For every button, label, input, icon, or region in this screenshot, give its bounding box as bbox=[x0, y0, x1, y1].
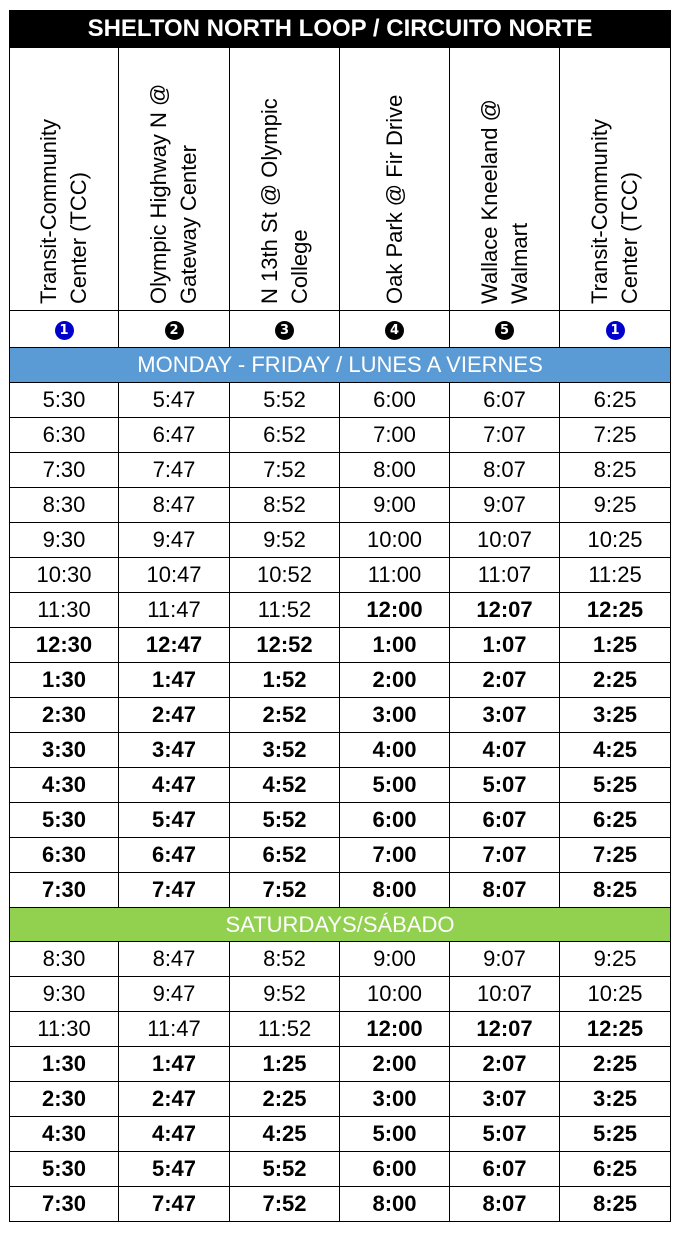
time-row bbox=[10, 1012, 671, 1047]
time-cell: 5:30 bbox=[10, 803, 119, 838]
time-cell: 6:25 bbox=[560, 1152, 671, 1187]
time-cell: 3:07 bbox=[450, 1082, 560, 1117]
time-cell: 5:25 bbox=[560, 1117, 671, 1152]
time-cell: 7:25 bbox=[560, 838, 671, 873]
time-cell: 3:25 bbox=[560, 698, 671, 733]
time-cell: 9:00 bbox=[340, 942, 450, 977]
time-cell: 7:07 bbox=[450, 838, 560, 873]
time-cell: 1:07 bbox=[450, 628, 560, 663]
time-cell: 11:00 bbox=[340, 558, 450, 593]
time-cell: 7:07 bbox=[450, 418, 560, 453]
time-cell: 12:30 bbox=[10, 628, 119, 663]
title-row bbox=[10, 11, 671, 48]
stop-number-badge: 2 bbox=[165, 321, 184, 340]
stop-number-cell-2 bbox=[119, 311, 230, 348]
time-cell: 5:52 bbox=[230, 383, 340, 418]
stop-header-4 bbox=[340, 48, 450, 311]
time-cell: 6:30 bbox=[10, 418, 119, 453]
time-cell: 9:30 bbox=[10, 977, 119, 1012]
time-cell: 7:00 bbox=[340, 418, 450, 453]
time-cell: 3:07 bbox=[450, 698, 560, 733]
section-header-row bbox=[10, 908, 671, 942]
stop-number-cell-6 bbox=[560, 311, 671, 348]
time-cell: 1:25 bbox=[230, 1047, 340, 1082]
time-cell: 10:00 bbox=[340, 523, 450, 558]
time-cell: 1:25 bbox=[560, 628, 671, 663]
time-cell: 8:47 bbox=[119, 488, 230, 523]
time-cell: 4:30 bbox=[10, 768, 119, 803]
time-cell: 11:07 bbox=[450, 558, 560, 593]
time-cell: 11:25 bbox=[560, 558, 671, 593]
time-cell: 9:30 bbox=[10, 523, 119, 558]
time-cell: 3:47 bbox=[119, 733, 230, 768]
time-cell: 4:00 bbox=[340, 733, 450, 768]
time-row bbox=[10, 1047, 671, 1082]
time-row bbox=[10, 418, 671, 453]
time-cell: 4:25 bbox=[560, 733, 671, 768]
time-row bbox=[10, 628, 671, 663]
stop-number-cell-5 bbox=[450, 311, 560, 348]
time-row bbox=[10, 733, 671, 768]
time-cell: 1:47 bbox=[119, 663, 230, 698]
stop-number-badge: 3 bbox=[275, 321, 294, 340]
time-cell: 2:25 bbox=[560, 1047, 671, 1082]
time-cell: 5:25 bbox=[560, 768, 671, 803]
time-row bbox=[10, 977, 671, 1012]
time-cell: 2:52 bbox=[230, 698, 340, 733]
time-cell: 6:07 bbox=[450, 1152, 560, 1187]
time-cell: 8:25 bbox=[560, 1187, 671, 1222]
time-cell: 4:25 bbox=[230, 1117, 340, 1152]
time-cell: 12:07 bbox=[450, 593, 560, 628]
time-cell: 2:25 bbox=[560, 663, 671, 698]
time-cell: 1:52 bbox=[230, 663, 340, 698]
time-cell: 8:47 bbox=[119, 942, 230, 977]
time-cell: 7:52 bbox=[230, 453, 340, 488]
time-cell: 6:07 bbox=[450, 383, 560, 418]
stop-number-row bbox=[10, 311, 671, 348]
time-cell: 4:30 bbox=[10, 1117, 119, 1152]
time-cell: 3:30 bbox=[10, 733, 119, 768]
time-cell: 5:30 bbox=[10, 1152, 119, 1187]
time-cell: 7:30 bbox=[10, 1187, 119, 1222]
time-cell: 5:52 bbox=[230, 803, 340, 838]
time-cell: 1:00 bbox=[340, 628, 450, 663]
time-cell: 9:25 bbox=[560, 488, 671, 523]
time-cell: 6:47 bbox=[119, 838, 230, 873]
time-cell: 5:47 bbox=[119, 803, 230, 838]
time-cell: 8:25 bbox=[560, 453, 671, 488]
stop-name: Olympic Highway N @ Gateway Center bbox=[146, 83, 201, 304]
time-cell: 10:52 bbox=[230, 558, 340, 593]
stop-name: Transit-Community Center (TCC) bbox=[36, 119, 91, 304]
time-cell: 4:52 bbox=[230, 768, 340, 803]
time-cell: 2:00 bbox=[340, 1047, 450, 1082]
time-cell: 1:30 bbox=[10, 1047, 119, 1082]
time-cell: 6:25 bbox=[560, 803, 671, 838]
time-cell: 8:30 bbox=[10, 942, 119, 977]
time-cell: 6:07 bbox=[450, 803, 560, 838]
time-cell: 6:00 bbox=[340, 1152, 450, 1187]
time-cell: 10:07 bbox=[450, 523, 560, 558]
stop-name: Wallace Kneeland @ Walmart bbox=[476, 99, 532, 304]
stop-name: N 13th St @ Olympic College bbox=[256, 98, 312, 304]
time-cell: 8:07 bbox=[450, 1187, 560, 1222]
time-cell: 11:52 bbox=[230, 1012, 340, 1047]
time-row bbox=[10, 838, 671, 873]
time-row bbox=[10, 453, 671, 488]
time-row bbox=[10, 1152, 671, 1187]
time-cell: 2:30 bbox=[10, 1082, 119, 1117]
time-cell: 9:47 bbox=[119, 977, 230, 1012]
time-row bbox=[10, 558, 671, 593]
time-cell: 3:52 bbox=[230, 733, 340, 768]
time-cell: 6:52 bbox=[230, 838, 340, 873]
time-row bbox=[10, 873, 671, 908]
time-cell: 12:25 bbox=[560, 593, 671, 628]
time-cell: 5:00 bbox=[340, 1117, 450, 1152]
stop-number-badge: 1 bbox=[55, 321, 74, 340]
stop-header-1 bbox=[10, 48, 119, 311]
stop-header-3 bbox=[230, 48, 340, 311]
time-cell: 2:47 bbox=[119, 698, 230, 733]
time-cell: 12:00 bbox=[340, 593, 450, 628]
time-cell: 11:47 bbox=[119, 1012, 230, 1047]
time-row bbox=[10, 593, 671, 628]
time-cell: 7:00 bbox=[340, 838, 450, 873]
time-cell: 7:47 bbox=[119, 873, 230, 908]
stop-name: Oak Park @ Fir Drive bbox=[381, 94, 407, 304]
time-cell: 5:07 bbox=[450, 768, 560, 803]
time-cell: 11:30 bbox=[10, 593, 119, 628]
section-label: SATURDAYS/SÁBADO bbox=[10, 908, 671, 942]
time-cell: 7:30 bbox=[10, 453, 119, 488]
time-cell: 10:25 bbox=[560, 977, 671, 1012]
stop-header-row bbox=[10, 48, 671, 311]
time-cell: 8:00 bbox=[340, 453, 450, 488]
stop-number-cell-4 bbox=[340, 311, 450, 348]
time-cell: 2:07 bbox=[450, 1047, 560, 1082]
stop-header-5 bbox=[450, 48, 560, 311]
time-cell: 11:52 bbox=[230, 593, 340, 628]
time-cell: 4:07 bbox=[450, 733, 560, 768]
time-row bbox=[10, 803, 671, 838]
time-cell: 7:52 bbox=[230, 873, 340, 908]
time-cell: 2:07 bbox=[450, 663, 560, 698]
time-cell: 12:25 bbox=[560, 1012, 671, 1047]
time-cell: 2:25 bbox=[230, 1082, 340, 1117]
time-cell: 7:52 bbox=[230, 1187, 340, 1222]
time-cell: 2:47 bbox=[119, 1082, 230, 1117]
stop-number-cell-1 bbox=[10, 311, 119, 348]
time-cell: 8:00 bbox=[340, 1187, 450, 1222]
time-cell: 9:07 bbox=[450, 488, 560, 523]
time-cell: 1:30 bbox=[10, 663, 119, 698]
time-row bbox=[10, 768, 671, 803]
time-cell: 8:07 bbox=[450, 873, 560, 908]
time-cell: 3:00 bbox=[340, 698, 450, 733]
time-cell: 5:47 bbox=[119, 1152, 230, 1187]
time-cell: 3:25 bbox=[560, 1082, 671, 1117]
time-cell: 6:52 bbox=[230, 418, 340, 453]
section-header-row bbox=[10, 348, 671, 383]
time-cell: 4:47 bbox=[119, 768, 230, 803]
time-row bbox=[10, 1117, 671, 1152]
schedule-title: SHELTON NORTH LOOP / CIRCUITO NORTE bbox=[10, 11, 671, 48]
time-row bbox=[10, 1187, 671, 1222]
time-cell: 12:52 bbox=[230, 628, 340, 663]
time-row bbox=[10, 383, 671, 418]
time-cell: 6:30 bbox=[10, 838, 119, 873]
time-cell: 12:00 bbox=[340, 1012, 450, 1047]
time-cell: 11:47 bbox=[119, 593, 230, 628]
time-cell: 2:00 bbox=[340, 663, 450, 698]
time-cell: 8:30 bbox=[10, 488, 119, 523]
time-cell: 11:30 bbox=[10, 1012, 119, 1047]
time-cell: 9:52 bbox=[230, 523, 340, 558]
time-row bbox=[10, 663, 671, 698]
time-cell: 10:00 bbox=[340, 977, 450, 1012]
stop-header-6 bbox=[560, 48, 671, 311]
time-cell: 10:25 bbox=[560, 523, 671, 558]
time-cell: 9:52 bbox=[230, 977, 340, 1012]
stop-number-badge: 5 bbox=[495, 321, 514, 340]
time-cell: 1:47 bbox=[119, 1047, 230, 1082]
time-cell: 12:07 bbox=[450, 1012, 560, 1047]
time-cell: 10:30 bbox=[10, 558, 119, 593]
time-cell: 7:47 bbox=[119, 453, 230, 488]
stop-number-badge: 4 bbox=[385, 321, 404, 340]
time-cell: 9:00 bbox=[340, 488, 450, 523]
time-cell: 2:30 bbox=[10, 698, 119, 733]
time-cell: 5:30 bbox=[10, 383, 119, 418]
schedule-table bbox=[9, 10, 671, 1222]
time-row bbox=[10, 523, 671, 558]
time-cell: 4:47 bbox=[119, 1117, 230, 1152]
time-cell: 10:47 bbox=[119, 558, 230, 593]
time-cell: 5:07 bbox=[450, 1117, 560, 1152]
time-cell: 6:00 bbox=[340, 803, 450, 838]
time-cell: 8:52 bbox=[230, 942, 340, 977]
time-cell: 5:47 bbox=[119, 383, 230, 418]
time-cell: 10:07 bbox=[450, 977, 560, 1012]
time-cell: 7:30 bbox=[10, 873, 119, 908]
time-cell: 8:25 bbox=[560, 873, 671, 908]
time-cell: 3:00 bbox=[340, 1082, 450, 1117]
stop-name: Transit-Community Center (TCC) bbox=[587, 119, 643, 304]
time-cell: 9:25 bbox=[560, 942, 671, 977]
time-cell: 9:47 bbox=[119, 523, 230, 558]
stop-number-cell-3 bbox=[230, 311, 340, 348]
time-cell: 6:25 bbox=[560, 383, 671, 418]
time-cell: 8:52 bbox=[230, 488, 340, 523]
time-cell: 12:47 bbox=[119, 628, 230, 663]
time-row bbox=[10, 698, 671, 733]
time-cell: 5:52 bbox=[230, 1152, 340, 1187]
time-cell: 6:00 bbox=[340, 383, 450, 418]
time-cell: 8:00 bbox=[340, 873, 450, 908]
stop-header-2 bbox=[119, 48, 230, 311]
time-row bbox=[10, 942, 671, 977]
time-row bbox=[10, 488, 671, 523]
time-row bbox=[10, 1082, 671, 1117]
time-cell: 7:47 bbox=[119, 1187, 230, 1222]
stop-number-badge: 1 bbox=[606, 321, 625, 340]
time-cell: 8:07 bbox=[450, 453, 560, 488]
time-cell: 6:47 bbox=[119, 418, 230, 453]
section-label: MONDAY - FRIDAY / LUNES A VIERNES bbox=[10, 348, 671, 383]
time-cell: 7:25 bbox=[560, 418, 671, 453]
time-cell: 5:00 bbox=[340, 768, 450, 803]
time-cell: 9:07 bbox=[450, 942, 560, 977]
